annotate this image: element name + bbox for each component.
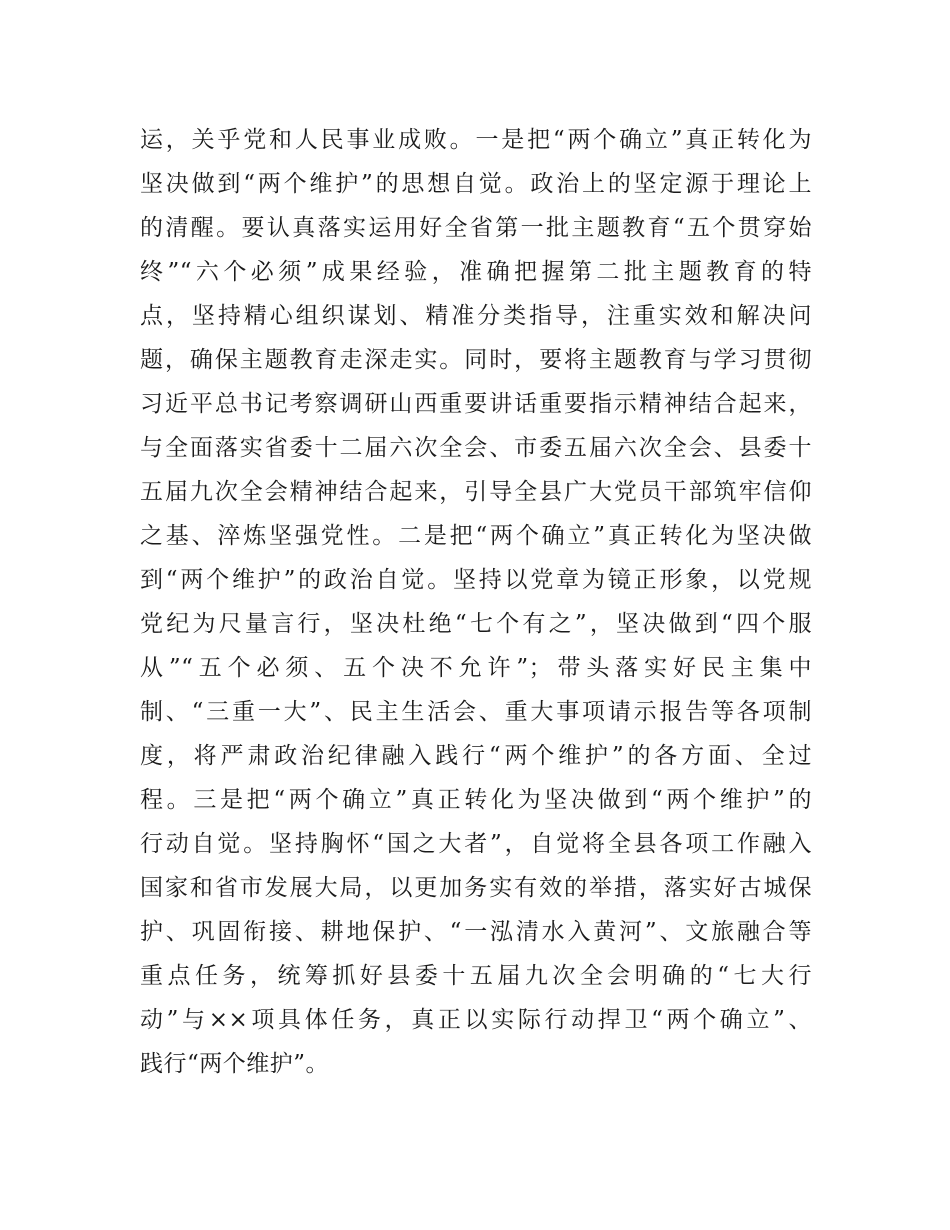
text-line: 动”与××项具体任务，真正以实际行动捍卫“两个确立”、 <box>140 1007 812 1033</box>
text-line: 程。三是把“两个确立”真正转化为坚决做到“两个维护”的 <box>140 787 812 813</box>
text-line: 坚决做到“两个维护”的思想自觉。政治上的坚定源于理论上 <box>140 171 812 197</box>
text-line: 终”“六个必须”成果经验，准确把握第二批主题教育的特 <box>140 259 812 285</box>
text-line: 行动自觉。坚持胸怀“国之大者”，自觉将全县各项工作融入 <box>140 831 812 857</box>
body-paragraph <box>140 118 812 1086</box>
text-line: 的清醒。要认真落实运用好全省第一批主题教育“五个贯穿始 <box>140 215 812 241</box>
text-line: 践行“两个维护”。 <box>140 1051 330 1077</box>
text-line: 国家和省市发展大局，以更加务实有效的举措，落实好古城保 <box>140 875 812 901</box>
text-line: 重点任务，统筹抓好县委十五届九次全会明确的“七大行 <box>140 963 812 989</box>
text-line: 护、巩固衔接、耕地保护、“一泓清水入黄河”、文旅融合等 <box>140 919 812 945</box>
text-line: 点，坚持精心组织谋划、精准分类指导，注重实效和解决问 <box>140 303 812 329</box>
text-line: 五届九次全会精神结合起来，引导全县广大党员干部筑牢信仰 <box>140 479 812 505</box>
text-line: 制、“三重一大”、民主生活会、重大事项请示报告等各项制 <box>140 699 812 725</box>
text-line: 到“两个维护”的政治自觉。坚持以党章为镜正形象，以党规 <box>140 567 812 593</box>
text-line: 与全面落实省委十二届六次全会、市委五届六次全会、县委十 <box>140 435 812 461</box>
text-line: 从”“五个必须、五个决不允许”；带头落实好民主集中 <box>140 655 812 681</box>
text-line: 习近平总书记考察调研山西重要讲话重要指示精神结合起来， <box>140 391 812 417</box>
text-line: 党纪为尺量言行，坚决杜绝“七个有之”，坚决做到“四个服 <box>140 611 812 637</box>
text-line: 运，关乎党和人民事业成败。一是把“两个确立”真正转化为 <box>140 127 812 153</box>
text-line: 度，将严肃政治纪律融入践行“两个维护”的各方面、全过 <box>140 743 812 769</box>
text-line: 题，确保主题教育走深走实。同时，要将主题教育与学习贯彻 <box>140 347 812 373</box>
text-line: 之基、淬炼坚强党性。二是把“两个确立”真正转化为坚决做 <box>140 523 812 549</box>
